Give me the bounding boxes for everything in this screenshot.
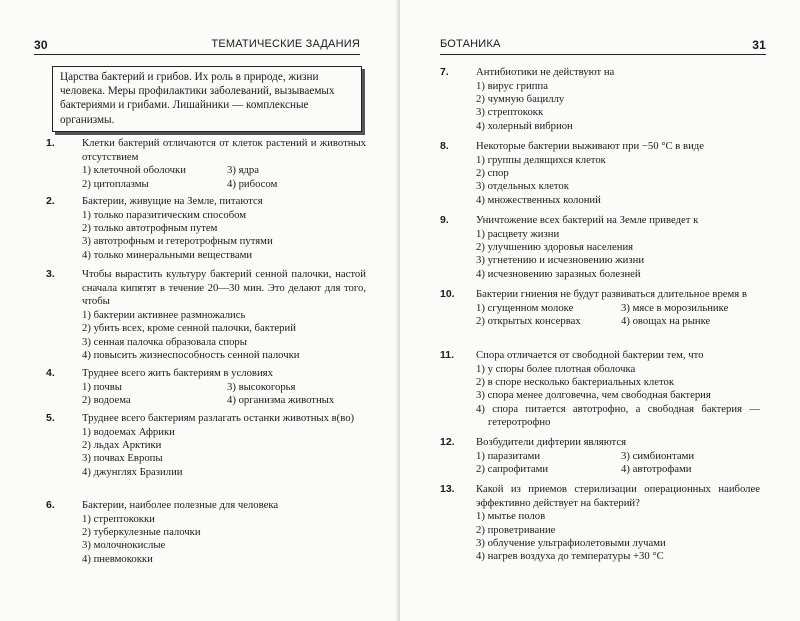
answer-option: 2) туберкулезные палочки: [82, 525, 201, 538]
answer-option: 1) группы делящихся клеток: [476, 153, 606, 166]
question-text: Какой из приемов стерилизации операционных наиболее эффективно действует на бактерий?: [476, 483, 760, 509]
answer-option: 2) чумную бациллу: [476, 92, 565, 105]
answer-options: [476, 450, 760, 477]
question-number: 3.: [46, 268, 55, 280]
answer-option: 3) стрептококк: [476, 106, 544, 119]
question-text: Труднее всего бактериям разлагать останки животных в(во): [82, 412, 355, 424]
answer-option: 2) цитоплазмы: [82, 177, 149, 190]
question-number: 13.: [440, 483, 455, 495]
question-number: 7.: [440, 66, 449, 78]
question: [440, 214, 760, 281]
answer-option: 1) вирус гриппа: [476, 79, 548, 92]
topic-box: Царства бактерий и грибов. Их роль в природе, жизни человека. Меры профилактики заболеваний, вызываемых бактериями и грибами. Лишайники — комплексные организмы.: [52, 66, 362, 132]
question-text: Бактерии, наиболее полезные для человека: [82, 499, 279, 511]
answer-options: [82, 164, 366, 191]
answer-options: [82, 381, 366, 408]
answer-option: 2) открытых консервах: [476, 314, 581, 327]
answer-option: 1) расцвету жизни: [476, 227, 560, 240]
answer-options: [476, 510, 760, 564]
question: [440, 66, 760, 133]
answer-option: 1) водоемах Африки: [82, 425, 175, 438]
answer-options: [476, 302, 760, 329]
question-number: 8.: [440, 140, 449, 152]
answer-option: 4) автотрофами: [621, 462, 692, 475]
answer-option: 4) овощах на рынке: [621, 314, 711, 327]
question: [46, 137, 366, 191]
answer-option: 3) симбионтами: [621, 449, 695, 462]
answer-option: 3) автотрофным и гетеротрофным путями: [82, 235, 273, 248]
answer-option: 1) бактерии активнее размножались: [82, 308, 246, 321]
question-number: 9.: [440, 214, 449, 226]
answer-options: [82, 209, 366, 263]
answer-option: 4) повысить жизнеспособность сенной палочки: [82, 348, 300, 361]
answer-option: 3) сенная палочка образовала споры: [82, 335, 247, 348]
answer-option: 1) почвы: [82, 380, 122, 393]
answer-option: 2) только автотрофным путем: [82, 221, 218, 234]
question-number: 4.: [46, 367, 55, 379]
question: [440, 483, 760, 564]
answer-option: 4) только минеральными веществами: [82, 248, 253, 261]
question-text: Бактерии, живущие на Земле, питаются: [82, 195, 263, 207]
answer-options: [476, 363, 760, 430]
question: [46, 412, 366, 479]
question: [440, 288, 760, 328]
running-head: БОТАНИКА: [440, 38, 501, 50]
question-text: Клетки бактерий отличаются от клеток растений и животных отсутствием: [82, 137, 366, 163]
question-number: 12.: [440, 436, 455, 448]
answer-option: 4) пневмококки: [82, 552, 153, 565]
answer-options: [476, 228, 760, 282]
answer-option: 2) улучшению здоровья населения: [476, 240, 634, 253]
answer-option: 4) нагрев воздуха до температуры +30 °С: [476, 550, 664, 563]
answer-options: [82, 426, 366, 480]
question: [440, 140, 760, 207]
question-text: Возбудители дифтерии являются: [476, 436, 627, 448]
answer-options: [476, 80, 760, 134]
question-number: 6.: [46, 499, 55, 511]
answer-option: 2) проветривание: [476, 523, 556, 536]
answer-option: 2) в споре несколько бактериальных клеток: [476, 375, 675, 388]
question-number: 10.: [440, 288, 455, 300]
question-text: Чтобы вырастить культуру бактерий сенной палочки, настой сначала кипятят в течение 20—30 мин. Это делают для того, чтобы: [82, 268, 366, 308]
answer-option: 3) отдельных клеток: [476, 180, 569, 193]
answer-option: 1) клеточной оболочки: [82, 164, 186, 177]
question-text: Бактерии гниения не будут развиваться длительное время в: [476, 288, 747, 300]
question-text: Уничтожение всех бактерий на Земле приведет к: [476, 214, 699, 226]
answer-option: 4) множественных колоний: [476, 193, 601, 206]
answer-option: 2) водоема: [82, 393, 131, 406]
answer-option: 4) джунглях Бразилии: [82, 465, 183, 478]
question: [46, 268, 366, 362]
right-page-header: [440, 38, 766, 55]
question: [440, 436, 760, 476]
page-number: 30: [34, 38, 48, 52]
answer-option: 4) исчезновению заразных болезней: [476, 267, 641, 280]
answer-option: 1) паразитами: [476, 449, 541, 462]
answer-option: 3) молочнокислые: [82, 539, 166, 552]
question-text: Антибиотики не действуют на: [476, 66, 615, 78]
running-head: ТЕМАТИЧЕСКИЕ ЗАДАНИЯ: [211, 38, 360, 50]
question-number: 1.: [46, 137, 55, 149]
question: [46, 367, 366, 407]
answer-option: 4) спора питается автотрофно, а свободная бактерия — гетеротрофно: [476, 402, 760, 429]
answer-options: [476, 154, 760, 208]
answer-option: 2) льдах Арктики: [82, 438, 162, 451]
answer-option: 4) организма животных: [227, 393, 335, 406]
question: [46, 195, 366, 262]
answer-option: 3) высокогорья: [227, 380, 296, 393]
right-page: [400, 0, 800, 621]
answer-options: [82, 513, 366, 567]
left-page-header: [34, 38, 360, 55]
question-number: 2.: [46, 195, 55, 207]
answer-options: [82, 309, 366, 363]
answer-option: 1) только паразитическим способом: [82, 208, 247, 221]
question-number: 5.: [46, 412, 55, 424]
answer-option: 3) ядра: [227, 164, 260, 177]
question-text: Некоторые бактерии выживают при −50 °С в виде: [476, 140, 704, 152]
answer-option: 3) почвах Европы: [82, 452, 163, 465]
answer-option: 1) стрептококки: [82, 512, 155, 525]
answer-option: 2) убить всех, кроме сенной палочки, бактерий: [82, 322, 296, 335]
answer-option: 4) холерный вибрион: [476, 119, 573, 132]
answer-option: 2) сапрофитами: [476, 462, 549, 475]
answer-option: 1) у споры более плотная оболочка: [476, 362, 636, 375]
answer-option: 3) угнетению и исчезновению жизни: [476, 254, 645, 267]
question-number: 11.: [440, 349, 455, 361]
answer-option: 4) рибосом: [227, 177, 278, 190]
question-text: Спора отличается от свободной бактерии тем, что: [476, 349, 704, 361]
answer-option: 3) мясе в морозильнике: [621, 301, 729, 314]
answer-option: 1) сгущенном молоке: [476, 301, 574, 314]
page-number: 31: [752, 38, 766, 52]
answer-option: 1) мытье полов: [476, 510, 546, 523]
question-text: Труднее всего жить бактериям в условиях: [82, 367, 273, 379]
answer-option: 3) спора менее долговечна, чем свободная бактерия: [476, 389, 711, 402]
answer-option: 2) спор: [476, 166, 509, 179]
question: [440, 349, 760, 430]
answer-option: 3) облучение ультрафиолетовыми лучами: [476, 536, 666, 549]
question: [46, 499, 366, 566]
